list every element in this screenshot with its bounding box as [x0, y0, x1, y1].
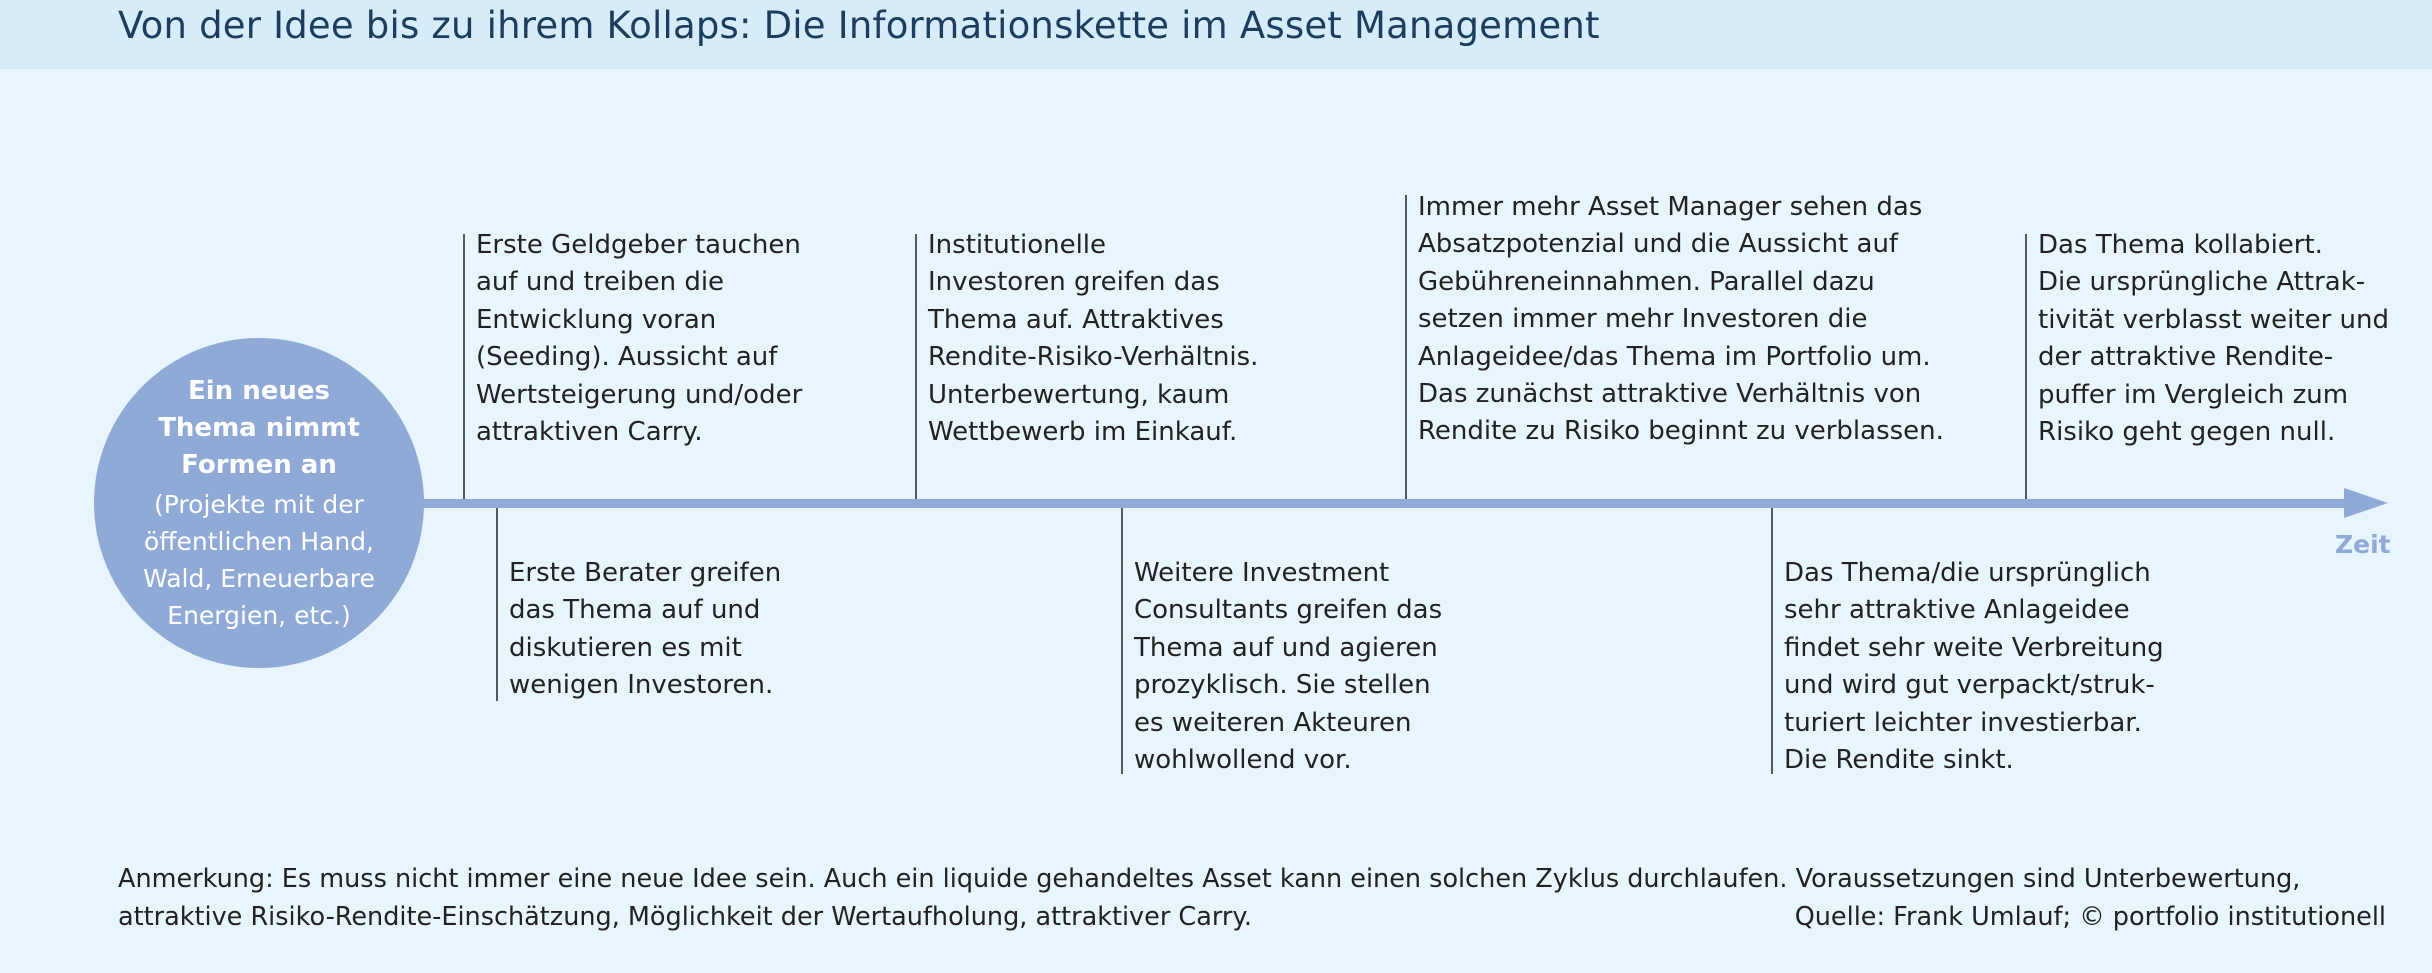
arrow-right-icon [2344, 488, 2388, 518]
stage-above-4: Das Thema kollabiert. Die ursprüngliche Attrak- tivität verblasst weiter und der attraktive Rendite- puffer im Vergleich zum Risiko geht gegen null. [2038, 230, 2389, 448]
tick-below-2 [1121, 508, 1123, 774]
start-node [94, 338, 424, 668]
stage-above-3: Immer mehr Asset Manager sehen das Absatzpotenzial und die Aussicht auf Gebühreneinnahmen. Parallel dazu setzen immer mehr Investoren die Anlageidee/das Thema im Portfolio um. Das zunächst attraktive Verhältnis von Rendite zu Risiko beginnt zu verblassen. [1418, 192, 1944, 447]
tick-above-1 [463, 234, 465, 499]
tick-above-4 [2025, 234, 2027, 499]
tick-above-3 [1405, 195, 1407, 499]
page-title: Von der Idee bis zu ihrem Kollaps: Die Informationskette im Asset Management [118, 4, 1600, 47]
tick-below-3 [1771, 508, 1773, 774]
timeline-axis [400, 499, 2360, 508]
source-credit: Quelle: Frank Umlauf; © portfolio institutionell [1794, 902, 2386, 932]
start-node-title: Ein neues Thema nimmt Formen an [158, 375, 360, 480]
footnote: Anmerkung: Es muss nicht immer eine neue Idee sein. Auch ein liquide gehandeltes Asset kann einen solchen Zyklus durchlaufen. Voraussetzungen sind Unterbewertung, attraktive Risiko-Rendite-Einschätzung, Möglichkeit der Wertaufholung, attraktiver Carry. [118, 864, 2301, 932]
start-node-subtitle: (Projekte mit der öffentlichen Hand, Wald, Erneuerbare Energien, etc.) [143, 489, 375, 630]
stage-below-3: Das Thema/die ursprünglich sehr attraktive Anlageidee findet sehr weite Verbreitung und wird gut verpackt/struk- turiert leichter investierbar. Die Rendite sinkt. [1784, 558, 2164, 776]
tick-above-2 [915, 234, 917, 499]
axis-label-time: Zeit [2335, 530, 2391, 559]
stage-above-2: Institutionelle Investoren greifen das Thema auf. Attraktives Rendite-Risiko-Verhältnis. Unterbewertung, kaum Wettbewerb im Einkauf. [928, 230, 1259, 448]
stage-above-1: Erste Geldgeber tauchen auf und treiben die Entwicklung voran (Seeding). Aussicht auf Wertsteigerung und/oder attraktiven Carry. [476, 230, 803, 448]
stage-below-2: Weitere Investment Consultants greifen das Thema auf und agieren prozyklisch. Sie stellen es weiteren Akteuren wohlwollend vor. [1134, 558, 1443, 776]
tick-below-1 [496, 508, 498, 701]
stage-below-1: Erste Berater greifen das Thema auf und diskutieren es mit wenigen Investoren. [509, 558, 782, 701]
header-bar [0, 0, 2432, 69]
